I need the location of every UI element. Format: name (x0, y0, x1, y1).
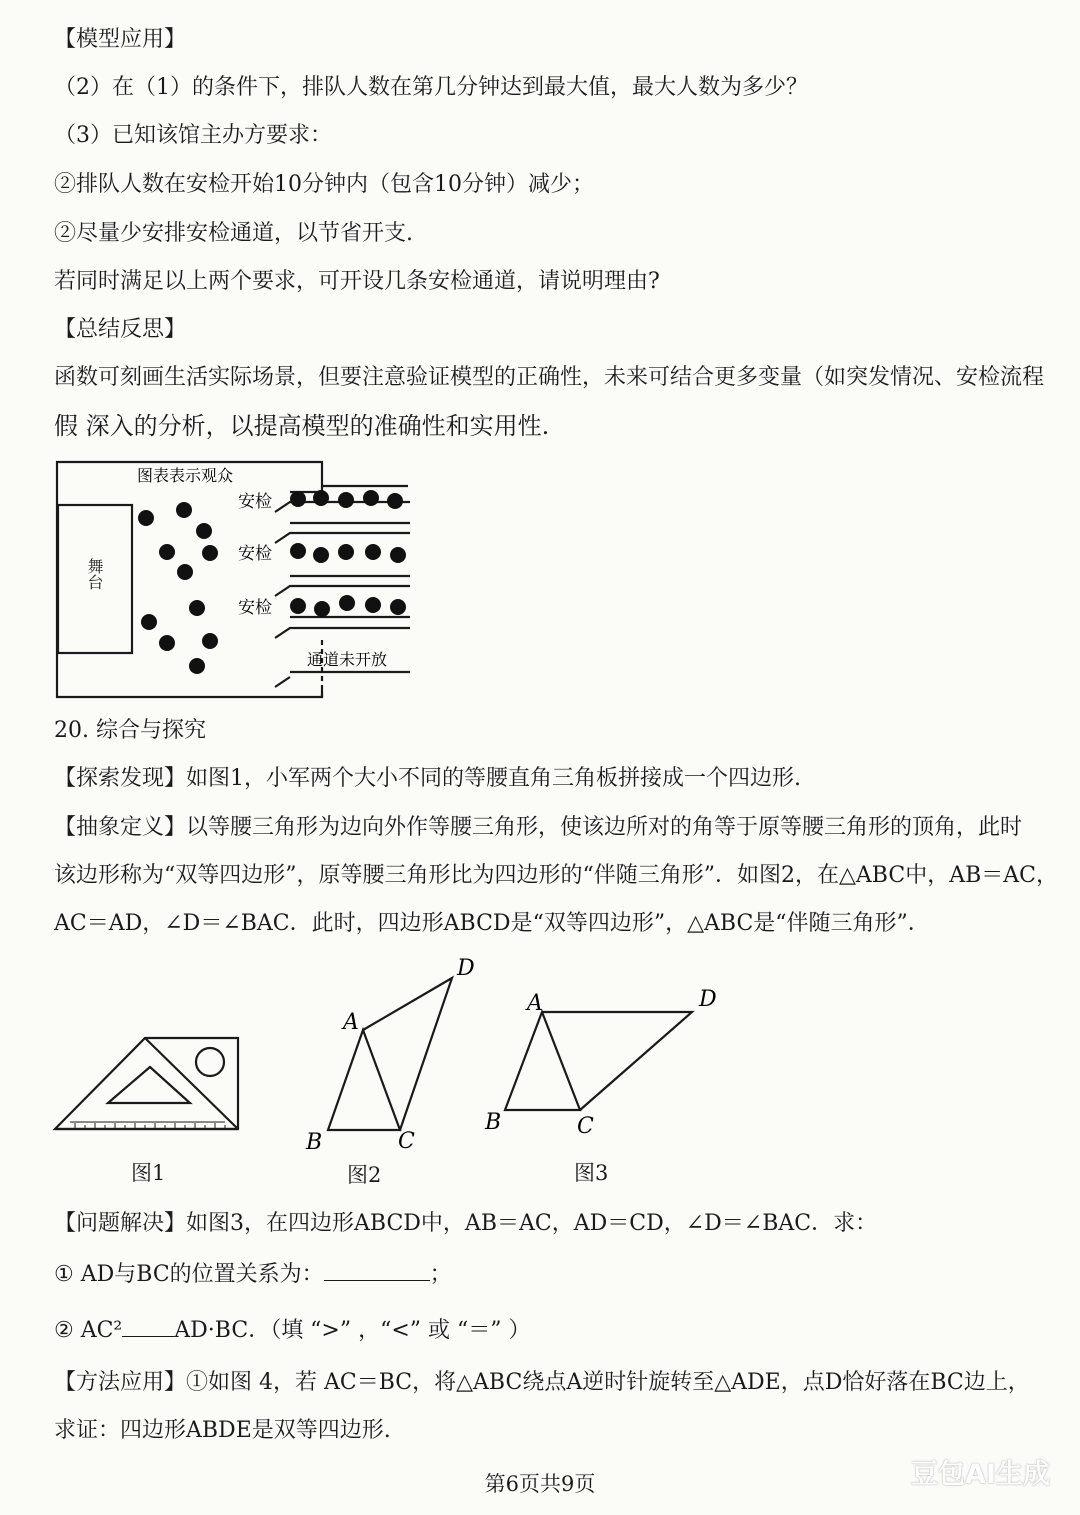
explore-text: 【探索发现】如图1，小军两个大小不同的等腰直角三角板拼接成一个四边形. (54, 766, 801, 791)
solve-q1-suffix: ； (429, 1262, 452, 1287)
define-text-1: 【抽象定义】以等腰三角形为边向外作等腰三角形，使该边所对的角等于原等腰三角形的顶角，此时 (54, 815, 1023, 840)
ai-watermark: 豆包AI生成 (911, 1459, 1050, 1490)
requirement-2: ②尽量少安排安检通道，以节省开支. (54, 221, 413, 246)
fig3-label-B: B (485, 1110, 502, 1135)
page-footer: 第6页共9页 (484, 1472, 596, 1496)
requirement-ask: 若同时满足以上两个要求，可开设几条安检通道，请说明理由? (54, 269, 660, 294)
fig2-caption: 图2 (347, 1163, 382, 1187)
closed-lane-label: 通道未开放 (307, 650, 388, 669)
requirement-1: ②排队人数在安检开始10分钟内（包含10分钟）减少； (54, 172, 594, 197)
gate-label-1: 安检 (238, 492, 272, 512)
fig2-label-D: D (457, 956, 475, 981)
answer-blank-1[interactable] (324, 1258, 430, 1281)
solve-question-1 (54, 1258, 452, 1290)
model-heading: 【模型应用】 (54, 27, 187, 52)
fig1-caption: 图1 (131, 1161, 166, 1185)
fig3-label-C: C (577, 1114, 594, 1139)
figure-3 (505, 1012, 692, 1110)
solve-q2-prefix: ② AC² (54, 1318, 123, 1343)
question-2: （2）在（1）的条件下，排队人数在第几分钟达到最大值，最大人数为多少？ (54, 75, 808, 100)
method-text-1: 【方法应用】①如图 4，若 AC＝BC，将△ABC绕点A逆时针旋转至△ADE，点D恰好落在BC边上， (54, 1370, 1030, 1395)
solve-question-2 (54, 1314, 531, 1346)
question-3: （3）已知该馆主办方要求： (54, 123, 332, 148)
summary-line-1: 函数可刻画生活实际场景，但要注意验证模型的正确性，未来可结合更多变量（如突发情况、安检流程 (54, 365, 1045, 390)
figure-1 (55, 1038, 238, 1129)
figure-2 (328, 978, 452, 1130)
fig2-label-A: A (343, 1010, 359, 1035)
solve-q1-prefix: ① AD与BC的位置关系为： (54, 1262, 324, 1287)
fig3-caption: 图3 (574, 1161, 609, 1185)
stage-label: 舞台 (85, 558, 104, 590)
fig2-label-C: C (398, 1129, 415, 1154)
define-text-3: AC＝AD，∠D＝∠BAC．此时，四边形ABCD是“双等四边形”，△ABC是“伴随三角形”． (54, 911, 930, 936)
summary-heading: 【总结反思】 (54, 317, 187, 342)
method-text-2: 求证：四边形ABDE是双等四边形. (54, 1418, 391, 1443)
fig3-label-A: A (527, 991, 543, 1016)
fig2-label-B: B (306, 1130, 323, 1155)
answer-blank-2[interactable] (122, 1314, 174, 1337)
gate-label-2: 安检 (238, 544, 272, 564)
venue-legend: 图表表示观众 (137, 466, 234, 485)
solve-text: 【问题解决】如图3，在四边形ABCD中，AB＝AC，AD＝CD，∠D＝∠BAC．求： (54, 1211, 878, 1236)
problem-20-title: 20. 综合与探究 (54, 718, 206, 743)
summary-line-2: 假 深入的分析，以提高模型的准确性和实用性. (54, 412, 550, 440)
solve-q2-suffix: AD·BC．（填 “>” ，“<” 或 “＝” ） (174, 1318, 531, 1343)
fig3-label-D: D (699, 987, 717, 1012)
gate-label-3: 安检 (238, 598, 272, 618)
define-text-2: 该边形称为“双等四边形”，原等腰三角形比为四边形的“伴随三角形”．如图2，在△ABC中，AB＝AC， (54, 863, 1058, 888)
